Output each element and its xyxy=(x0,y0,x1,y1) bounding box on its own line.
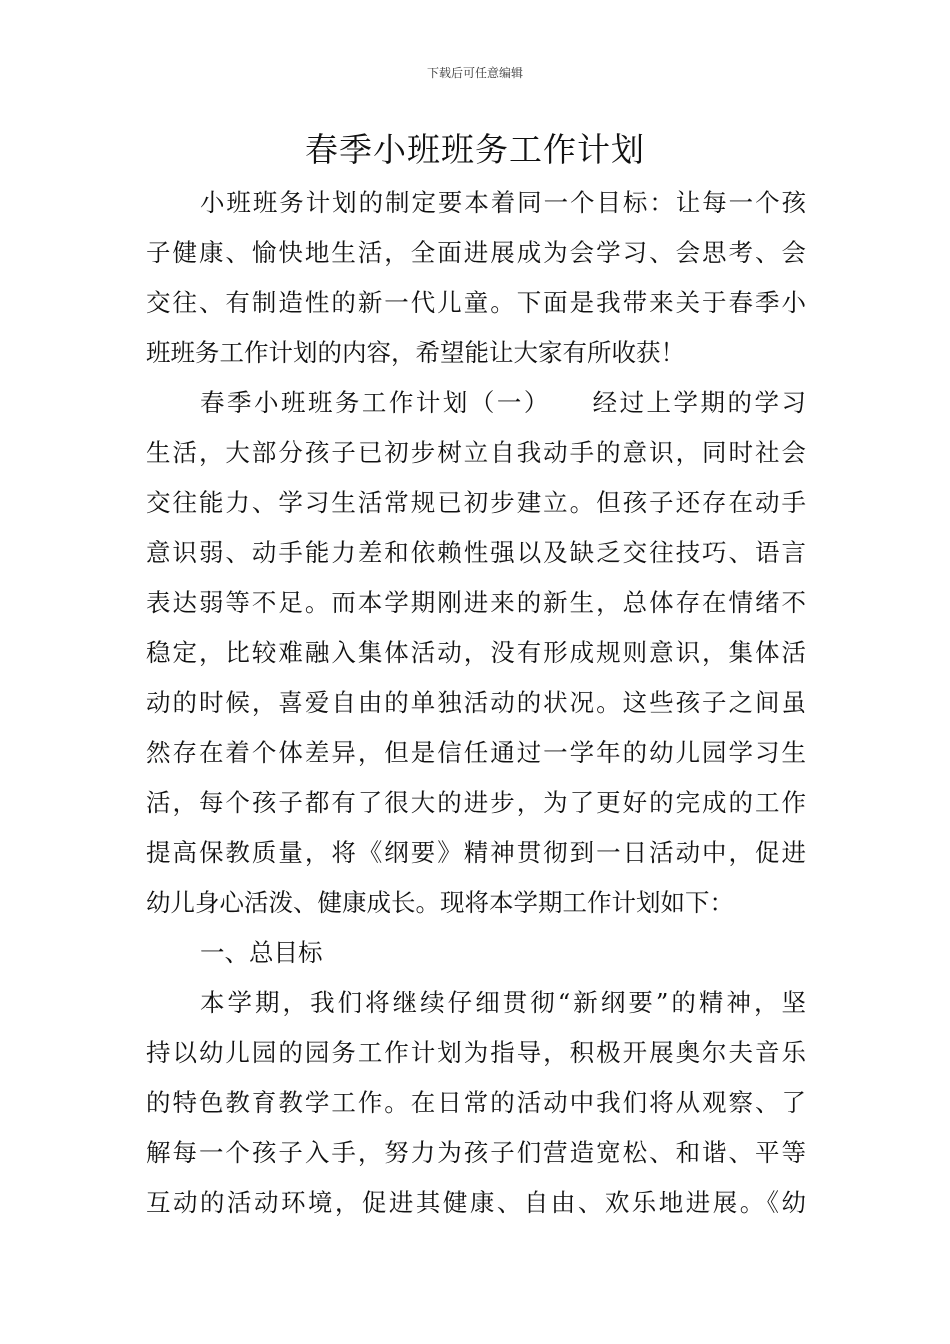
text-line: 动的时候，喜爱自由的单独活动的状况。这些孩子之间虽 xyxy=(146,688,806,717)
text-line: 表达弱等不足。而本学期刚进来的新生，总体存在情绪不 xyxy=(146,588,806,617)
text-line: 生活，大部分孩子已初步树立自我动手的意识，同时社会 xyxy=(146,438,806,467)
document-title: 春季小班班务工作计划 xyxy=(305,130,645,169)
page-header: 下载后可任意编辑 xyxy=(426,66,523,80)
text-line: 一、总目标 xyxy=(200,938,323,967)
text-line: 持以幼儿园的园务工作计划为指导，积极开展奥尔夫音乐 xyxy=(146,1038,806,1067)
text-line: 幼儿身心活泼、健康成长。现将本学期工作计划如下： xyxy=(146,888,734,917)
text-line: 本学期，我们将继续仔细贯彻“新纲要”的精神，坚 xyxy=(200,988,806,1017)
text-line: 提高保教质量，将《纲要》精神贯彻到一日活动中，促进 xyxy=(146,838,806,867)
text-line: 意识弱、动手能力差和依赖性强以及缺乏交往技巧、语言 xyxy=(146,538,806,567)
text-line: 班班务工作计划的内容，希望能让大家有所收获！ xyxy=(146,338,685,367)
text-line: 子健康、愉快地生活，全面进展成为会学习、会思考、会 xyxy=(146,238,806,267)
text-line: 交往能力、学习生活常规已初步建立。但孩子还存在动手 xyxy=(146,488,806,517)
text-line: 互动的活动环境，促进其健康、自由、欢乐地进展。《幼 xyxy=(146,1188,806,1217)
text-line: 解每一个孩子入手，努力为孩子们营造宽松、和谐、平等 xyxy=(146,1138,806,1167)
text-line: 的特色教育教学工作。在日常的活动中我们将从观察、了 xyxy=(146,1088,806,1117)
text-line: 春季小班班务工作计划（一） 经过上学期的学习 xyxy=(200,388,806,417)
text-line: 小班班务计划的制定要本着同一个目标：让每一个孩 xyxy=(200,188,806,217)
text-line: 稳定，比较难融入集体活动，没有形成规则意识，集体活 xyxy=(146,638,806,667)
document-body xyxy=(146,178,806,1228)
text-line: 活，每个孩子都有了很大的进步，为了更好的完成的工作 xyxy=(146,788,806,817)
text-line: 交往、有制造性的新一代儿童。下面是我带来关于春季小 xyxy=(146,288,806,317)
text-line: 然存在着个体差异，但是信任通过一学年的幼儿园学习生 xyxy=(146,738,806,767)
